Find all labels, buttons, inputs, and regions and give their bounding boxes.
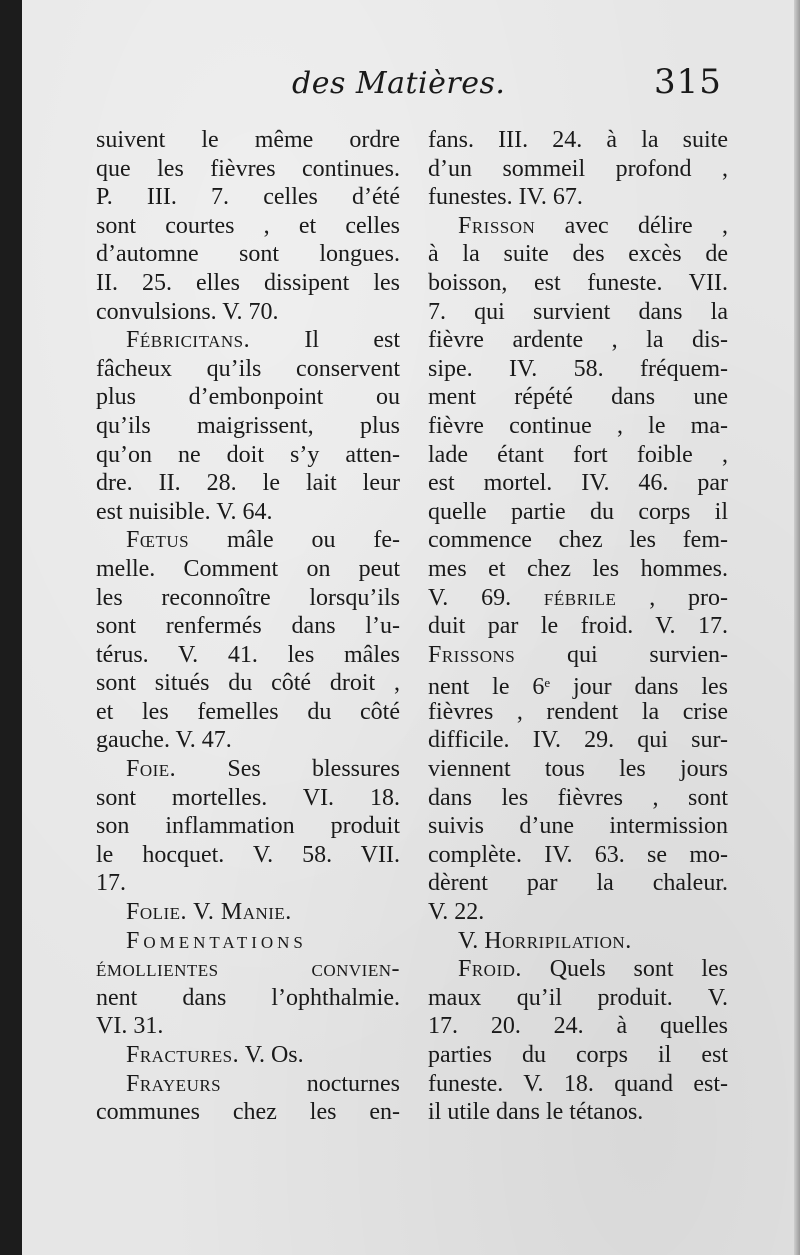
entry-line — [428, 212, 728, 241]
text-line: sont mortelles. VI. 18. — [96, 784, 400, 811]
entry-headword: Fomentations — [126, 927, 307, 954]
entry-text: V. Manie. — [187, 899, 292, 926]
entry-line — [96, 326, 400, 355]
right-column — [428, 126, 728, 1127]
text-line: dèrent par la chaleur. — [428, 870, 728, 897]
entry-text: , pro- — [616, 584, 728, 611]
entry-text: nent le 6 — [428, 674, 545, 701]
entry-text: V. Os. — [239, 1042, 304, 1068]
entry-headword: Folie. — [126, 899, 188, 926]
entry-headword: Foie. — [126, 756, 177, 783]
left-column — [96, 126, 400, 1127]
page-header — [0, 60, 800, 110]
text-line: térus. V. 41. les mâles — [96, 641, 400, 668]
text-line: maux qu’il produit. V. — [428, 984, 728, 1011]
text-line: qu’ils maigrissent, plus — [96, 412, 400, 439]
text-line: VI. 31. — [96, 1013, 164, 1040]
text-line: quelle partie du corps il — [428, 498, 728, 525]
text-line: son inflammation produit — [96, 813, 400, 840]
text-line: qu’on ne doit s’y atten- — [96, 441, 400, 468]
text-line: suivis d’une intermission — [428, 813, 728, 840]
text-line: fans. III. 24. à la suite — [428, 127, 728, 153]
entry-line — [428, 927, 728, 956]
entry-line — [96, 1070, 400, 1099]
text-line: fâcheux qu’ils conservent — [96, 355, 400, 382]
entry-line — [428, 584, 728, 613]
entry-text: émollientes convien- — [96, 956, 400, 983]
superscript: e — [544, 675, 551, 691]
entry-text: jour dans les — [550, 674, 729, 701]
entry-text: nocturnes — [221, 1070, 400, 1097]
entry-line — [428, 955, 728, 984]
entry-headword: Horripilation. — [484, 927, 632, 954]
entry-text: Quels sont les — [521, 956, 728, 983]
entry-text: Ses blessures — [176, 756, 400, 783]
text-line — [96, 955, 400, 984]
entry-headword: fébrile — [543, 584, 617, 611]
text-line: à la suite des excès de — [428, 241, 728, 268]
text-line: et les femelles du côté — [96, 698, 400, 725]
running-title: des Matières. — [292, 66, 506, 101]
text-line: est nuisible. V. 64. — [96, 498, 273, 525]
text-line: nent dans l’ophthalmie. — [96, 984, 400, 1011]
text-line: duit par le froid. V. 17. — [428, 613, 728, 640]
text-line: fièvre ardente , la dis- — [428, 327, 728, 354]
text-line: 17. 20. 24. à quelles — [428, 1013, 728, 1040]
text-line: sipe. IV. 58. fréquem- — [428, 355, 728, 382]
text-line: fièvres , rendent la crise — [428, 698, 728, 725]
entry-headword: Fœtus — [126, 527, 190, 554]
entry-headword: Frissons — [428, 641, 516, 668]
text-line — [428, 669, 729, 701]
page-edge — [794, 0, 800, 1255]
text-line: convulsions. V. 70. — [96, 298, 279, 325]
text-line: boisson, est funeste. VII. — [428, 269, 728, 296]
text-line: sont courtes , et celles — [96, 212, 400, 239]
text-line: est mortel. IV. 46. par — [428, 470, 728, 497]
entry-line — [96, 755, 400, 784]
text-line: les reconnoître lorsqu’ils — [96, 584, 400, 611]
entry-line — [96, 898, 400, 927]
text-line: fièvre continue , le ma- — [428, 412, 728, 439]
entry-headword: Frisson — [458, 212, 536, 239]
text-line: difficile. IV. 29. qui sur- — [428, 727, 728, 754]
text-line: funestes. IV. 67. — [428, 184, 583, 211]
text-line: il utile dans le tétanos. — [428, 1099, 644, 1126]
text-line: communes chez les en- — [96, 1099, 400, 1126]
page-number: 315 — [654, 62, 722, 102]
entry-line — [96, 927, 400, 956]
text-line: le hocquet. V. 58. VII. — [96, 841, 400, 868]
text-line: parties du corps il est — [428, 1042, 728, 1068]
entry-line — [428, 641, 728, 670]
text-line: funeste. V. 18. quand est- — [428, 1070, 728, 1097]
text-line: lade étant fort foible , — [428, 441, 728, 468]
entry-line — [96, 526, 400, 555]
text-line: commence chez les fem- — [428, 527, 728, 554]
text-line: viennent tous les jours — [428, 756, 728, 783]
entry-headword: Frayeurs — [126, 1070, 222, 1097]
text-line: ment répété dans une — [428, 384, 728, 411]
text-line: complète. IV. 63. se mo- — [428, 841, 728, 868]
text-line: 17. — [96, 870, 126, 897]
text-line: P. III. 7. celles d’été — [96, 184, 400, 211]
text-line: dans les fièvres , sont — [428, 784, 728, 811]
entry-text: mâle ou fe- — [189, 527, 400, 554]
text-line: que les fièvres continues. — [96, 155, 400, 182]
entry-headword: Froid. — [458, 956, 522, 983]
text-line: suivent le même ordre — [96, 127, 400, 153]
entry-line — [96, 1041, 400, 1070]
text-line: d’un sommeil profond , — [428, 155, 728, 182]
text-line: d’automne sont longues. — [96, 241, 400, 268]
entry-headword: Fractures. — [126, 1042, 240, 1068]
text-line: melle. Comment on peut — [96, 555, 400, 582]
entry-headword: Fébricitans. — [126, 327, 251, 354]
text-line: sont renfermés dans l’u- — [96, 613, 400, 640]
text-line: V. 22. — [428, 899, 485, 926]
text-line: sont situés du côté droit , — [96, 670, 400, 697]
entry-text: avec délire , — [535, 212, 728, 239]
text-line: II. 25. elles dissipent les — [96, 269, 400, 296]
entry-text: qui survien- — [515, 641, 728, 668]
text-line: plus d’embonpoint ou — [96, 384, 400, 411]
entry-text: Il est — [250, 327, 400, 354]
text-line: gauche. V. 47. — [96, 727, 232, 754]
text-line: mes et chez les hommes. — [428, 555, 728, 582]
entry-text: V. — [458, 927, 485, 954]
text-line: 7. qui survient dans la — [428, 298, 728, 325]
entry-text: V. 69. — [428, 584, 544, 611]
text-line: dre. II. 28. le lait leur — [96, 470, 400, 497]
